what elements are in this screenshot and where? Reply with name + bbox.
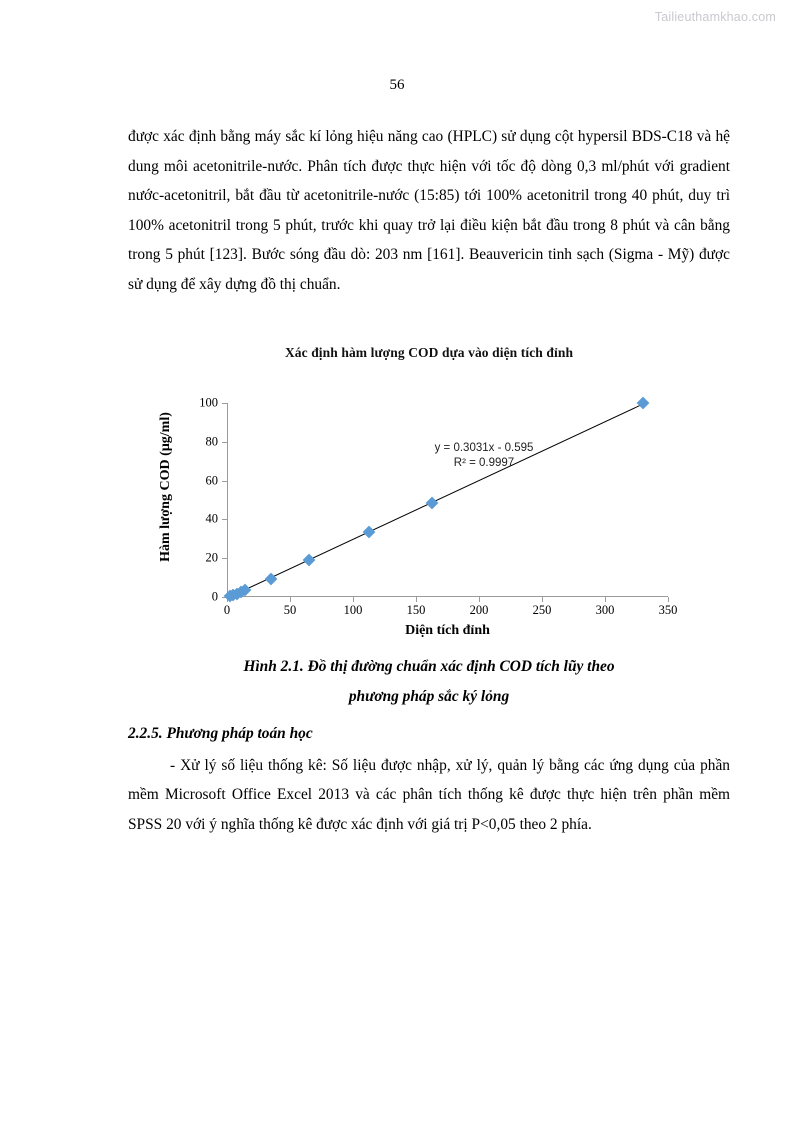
x-axis-tick bbox=[542, 597, 543, 602]
chart-title: Xác định hàm lượng COD dựa vào diện tích đỉnh bbox=[284, 345, 574, 360]
body-text-block bbox=[128, 122, 730, 299]
x-axis-tick-label: 350 bbox=[658, 603, 678, 617]
y-axis-tick-label: 40 bbox=[205, 511, 218, 526]
y-axis-tick bbox=[222, 442, 227, 443]
x-axis-tick-label: 50 bbox=[283, 603, 297, 617]
y-axis-tick-label: 20 bbox=[205, 550, 218, 565]
paragraph-first: được xác định bằng máy sắc kí lỏng hiệu năng cao (HPLC) sử dụng cột hypersil BDS-C18 và hệ dung môi acetonitrile-nước. Phân tích được thực hiện với tốc độ dòng 0,3 ml/phút với gradient nước-acetonitril, bắt đầu từ acetonitrile-nước (15:85) tới 100% acetonitril trong 40 phút, duy trì 100% acetonitril trong 5 phút, trước khi quay trở lại điều kiện bắt đầu trong 8 phút và cân bằng trong 5 phút [123]. Bước sóng đầu dò: 203 nm [161]. Beauvericin tinh sạch (Sigma - Mỹ) được sử dụng để xây dựng đồ thị chuẩn. bbox=[128, 128, 730, 293]
y-axis-tick bbox=[222, 481, 227, 482]
x-axis-tick bbox=[479, 597, 480, 602]
section-heading: 2.2.5. Phương pháp toán học bbox=[128, 725, 313, 742]
x-axis-tick bbox=[668, 597, 669, 602]
x-axis-tick bbox=[353, 597, 354, 602]
chart-x-axis-title: Diện tích đỉnh bbox=[405, 623, 490, 638]
regression-equation: y = 0.3031x - 0.595 bbox=[434, 442, 534, 454]
y-axis-tick-label: 80 bbox=[205, 434, 218, 449]
figure-caption bbox=[128, 652, 730, 711]
chart-canvas bbox=[199, 395, 678, 617]
x-axis-tick bbox=[605, 597, 606, 602]
y-axis-tick-label: 0 bbox=[211, 589, 218, 604]
y-axis-tick-label: 100 bbox=[199, 395, 218, 410]
chart-y-axis-title bbox=[158, 387, 176, 587]
y-axis-tick-label: 60 bbox=[205, 473, 218, 488]
y-axis-tick bbox=[222, 519, 227, 520]
x-axis-tick bbox=[290, 597, 291, 602]
x-axis-tick bbox=[416, 597, 417, 602]
trendline bbox=[227, 403, 668, 597]
figure-caption-line-2: phương pháp sắc ký lỏng bbox=[348, 687, 510, 705]
figure-chart bbox=[128, 345, 730, 638]
chart-equation-annotation bbox=[400, 441, 568, 471]
section-block bbox=[128, 719, 730, 839]
chart-plot-area bbox=[128, 369, 730, 638]
x-axis-tick-label: 250 bbox=[532, 603, 552, 617]
y-axis-tick bbox=[222, 558, 227, 559]
paragraph-last: - Xử lý số liệu thống kê: Số liệu được nhập, xử lý, quản lý bằng các ứng dụng của phần mềm Microsoft Office Excel 2013 và các phân tích thống kê được thực hiện trên phần mềm SPSS 20 với ý nghĩa thống kê được xác định với giá trị P<0,05 theo 2 phía. bbox=[128, 756, 730, 833]
y-axis-title-text: Hàm lượng COD (µg/ml) bbox=[158, 412, 173, 562]
x-axis-tick-label: 150 bbox=[406, 603, 426, 617]
x-axis-tick-label: 200 bbox=[469, 603, 489, 617]
y-axis-tick bbox=[222, 403, 227, 404]
page-number: 56 bbox=[389, 77, 405, 93]
x-axis-tick-label: 100 bbox=[343, 603, 363, 617]
watermark: Tailieuthamkhao.com bbox=[654, 10, 776, 24]
figure-caption-line-1: Hình 2.1. Đồ thị đường chuẩn xác định COD tích lũy theo bbox=[243, 658, 615, 675]
r-squared-value: R² = 0.9997 bbox=[453, 457, 515, 469]
x-axis-tick-label: 0 bbox=[223, 603, 231, 617]
x-axis-tick-label: 300 bbox=[595, 603, 615, 617]
